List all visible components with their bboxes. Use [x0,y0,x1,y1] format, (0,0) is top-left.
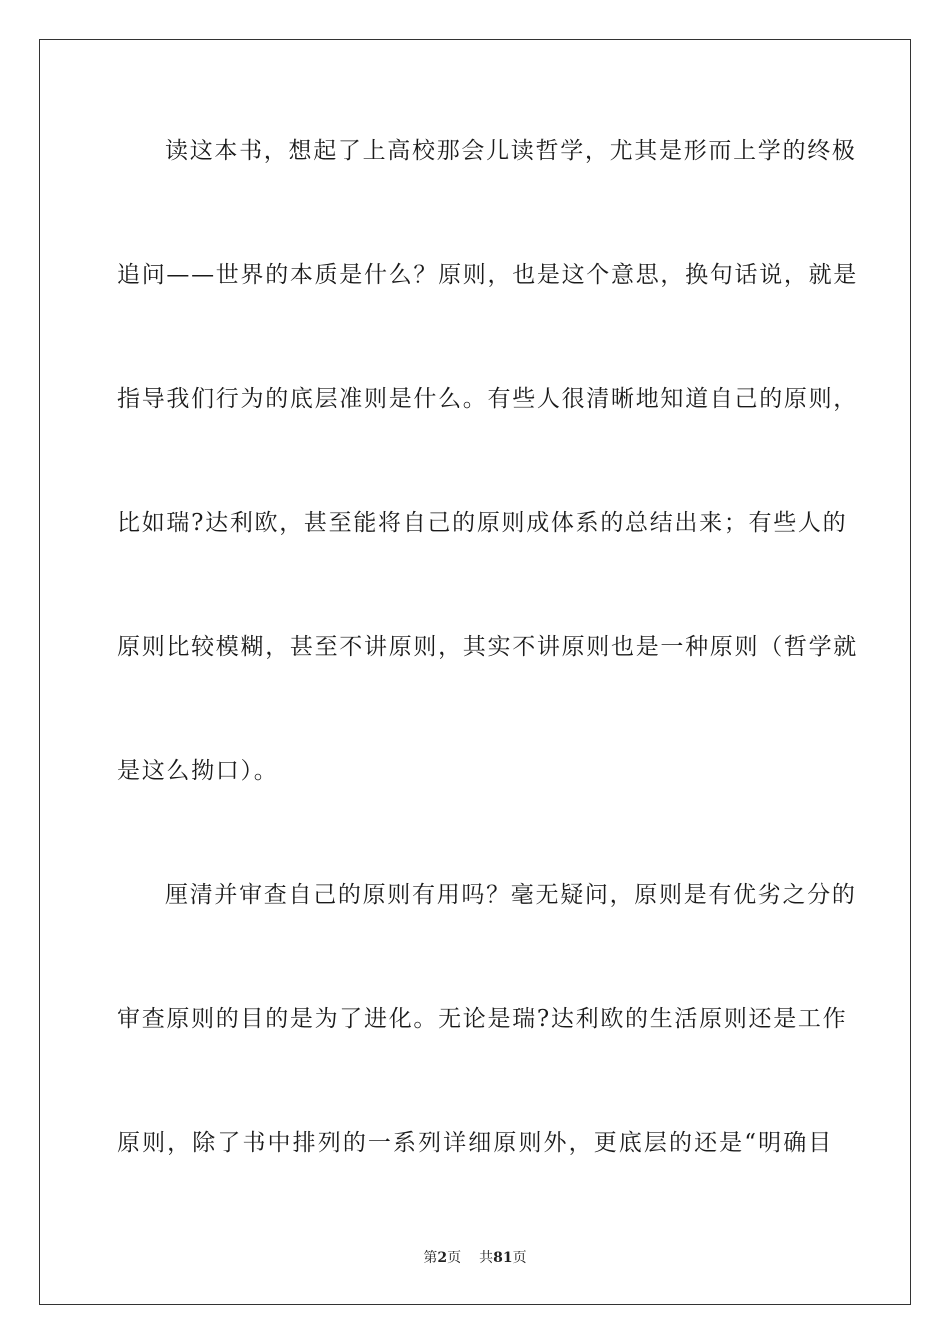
page-number: 2 [437,1250,448,1266]
page-prefix: 第 [423,1250,438,1266]
total-suffix: 页 [512,1250,527,1266]
text-line: 是这么拗口）。 [117,758,279,784]
text-line: 审查原则的目的是为了进化。无论是瑞?达利欧的生活原则还是工作 [117,1006,848,1032]
text-line: 追问——世界的本质是什么？原则，也是这个意思，换句话说，就是 [117,262,858,288]
page-suffix: 页 [447,1250,462,1266]
page-footer [0,1247,950,1267]
total-pages: 81 [493,1250,513,1266]
text-line: 指导我们行为的底层准则是什么。有些人很清晰地知道自己的原则， [117,386,858,412]
text-line: 比如瑞?达利欧，甚至能将自己的原则成体系的总结出来；有些人的 [117,510,848,536]
text-line: 读这本书，想起了上高校那会儿读哲学，尤其是形而上学的终极 [165,138,857,164]
text-line: 厘清并审查自己的原则有用吗？毫无疑问，原则是有优劣之分的 [165,882,857,908]
paragraph-2 [117,874,857,1164]
document-body [117,130,858,1246]
text-line: 原则，除了书中排列的一系列详细原则外，更底层的还是“明确目 [117,1130,833,1156]
paragraph-1 [117,130,858,792]
text-line: 原则比较模糊，甚至不讲原则，其实不讲原则也是一种原则（哲学就 [117,634,858,660]
total-prefix: 共 [479,1250,494,1266]
